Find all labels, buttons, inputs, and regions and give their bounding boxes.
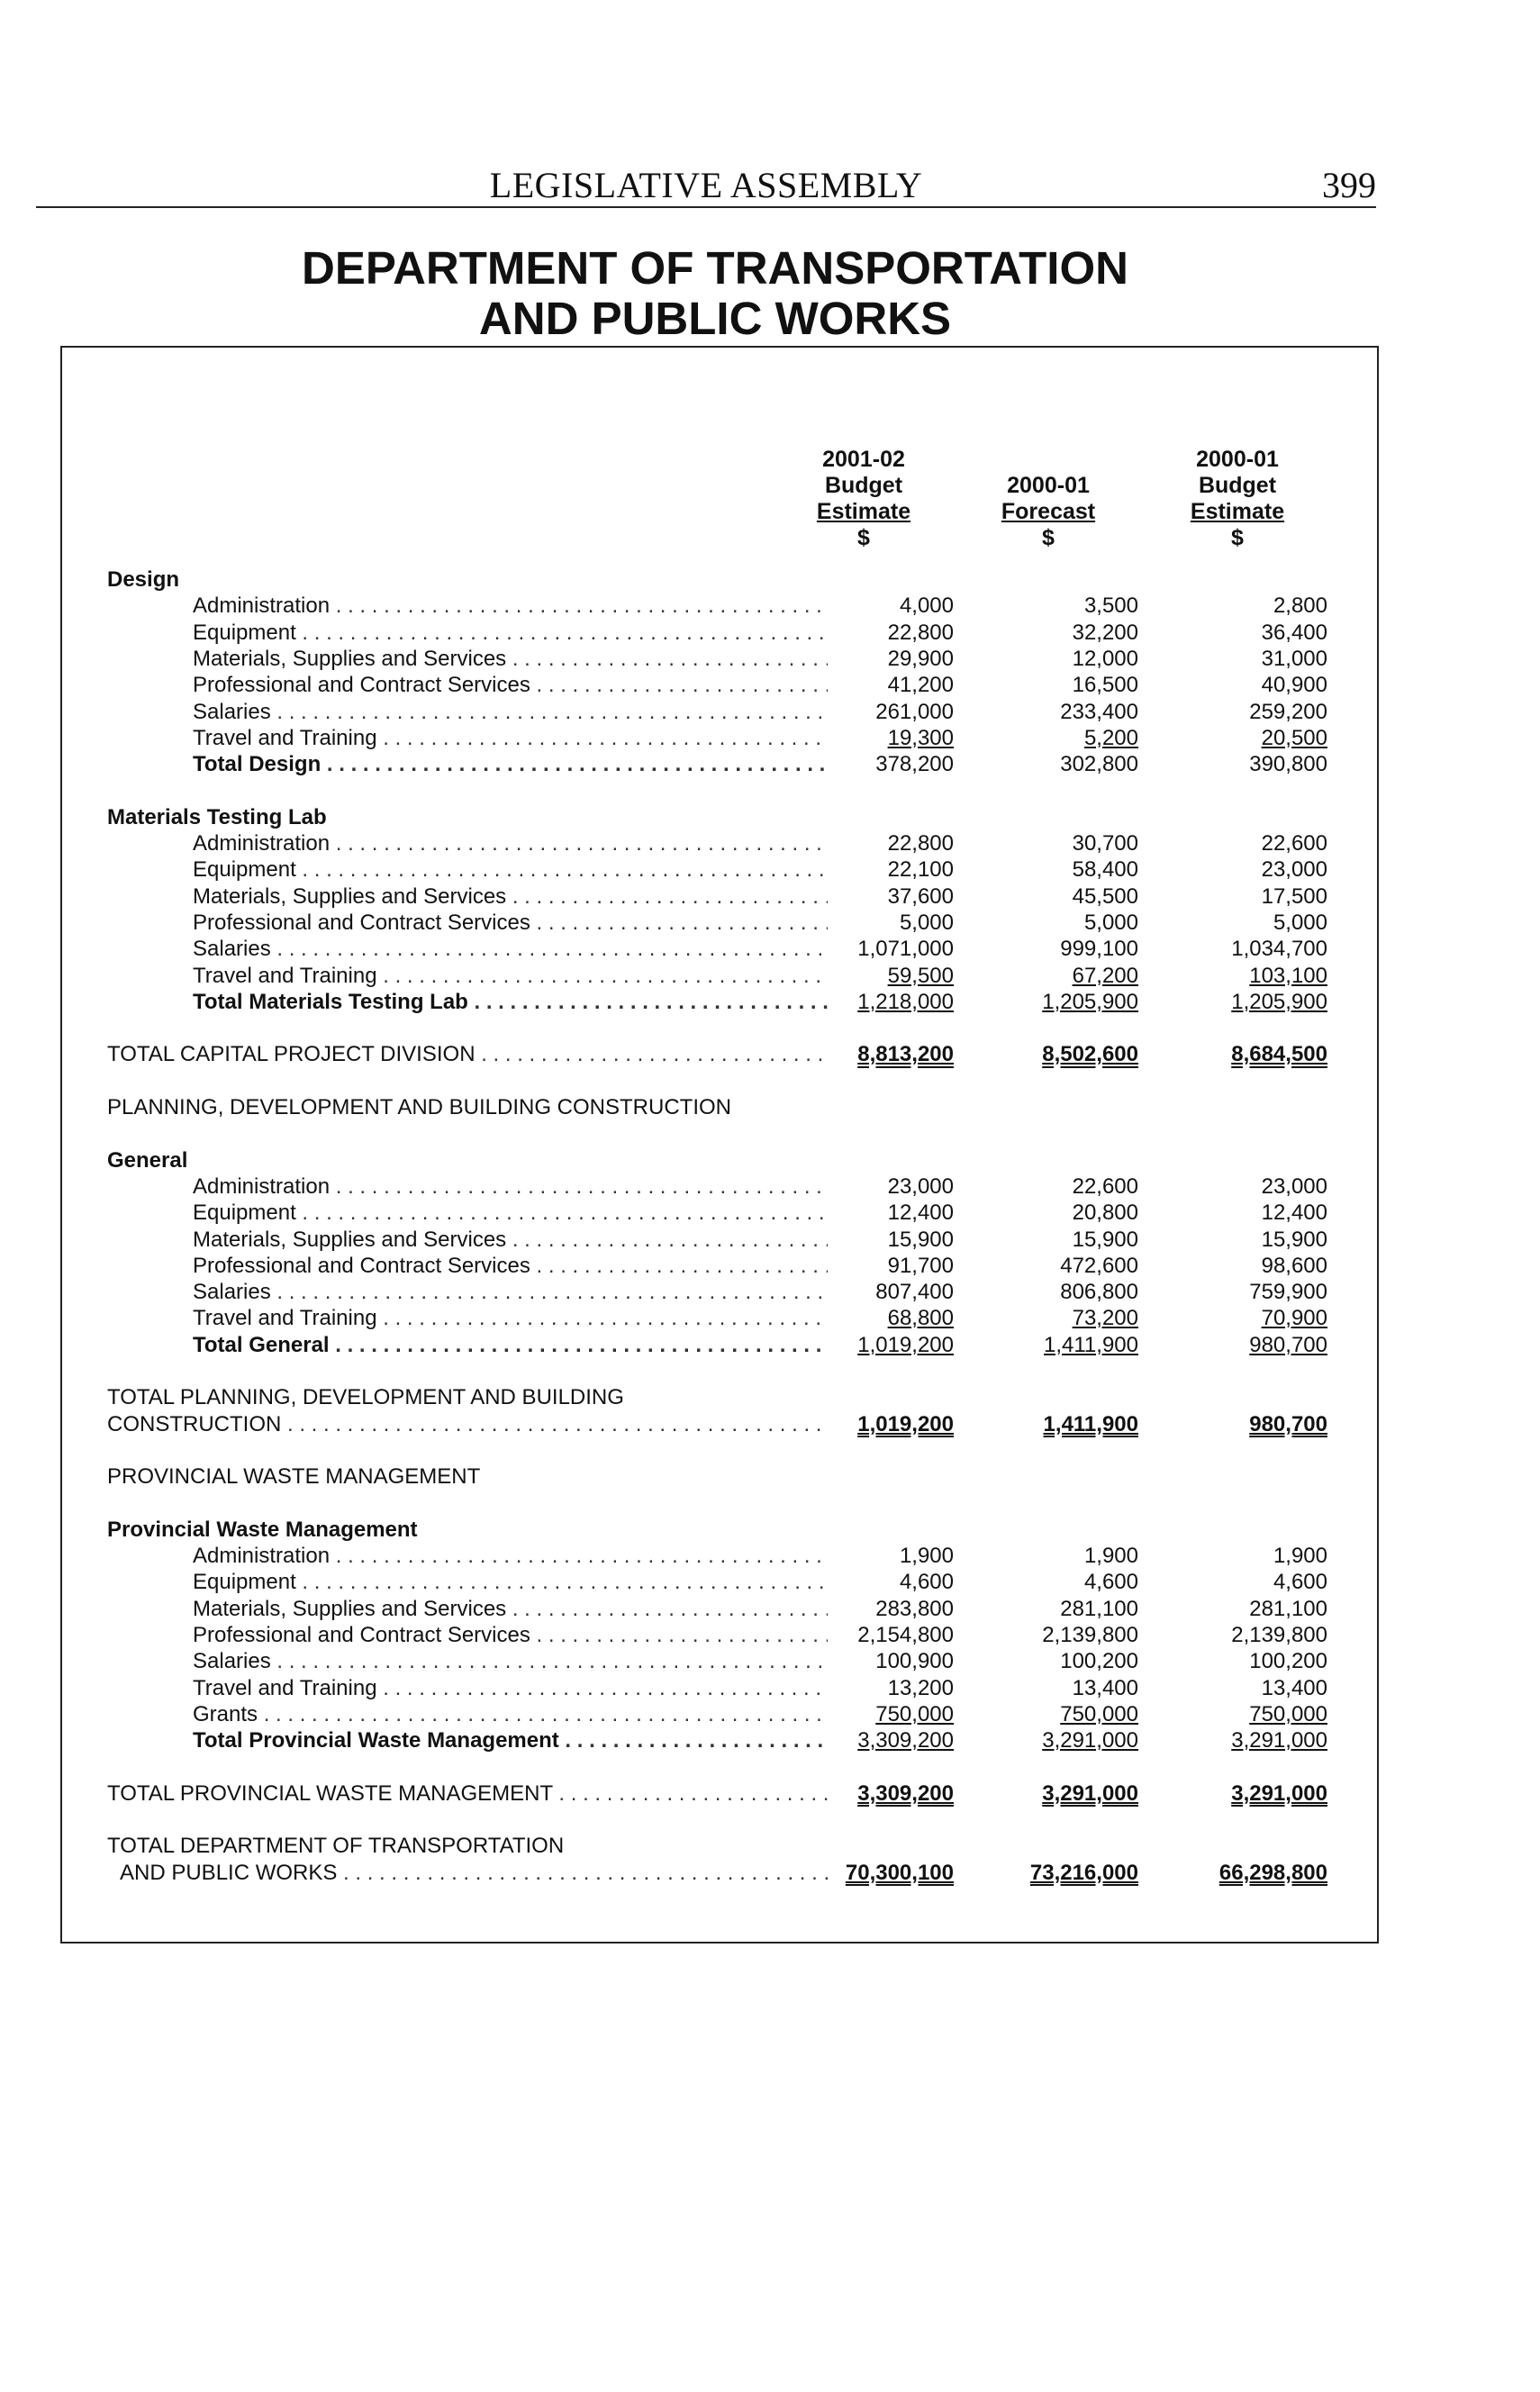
row-value: 3,291,000: [1042, 1780, 1138, 1806]
row-value: 999,100: [1060, 937, 1138, 962]
table-row: [62, 1648, 1381, 1674]
column-header-line1: [958, 447, 1138, 473]
row-value: 20,500: [1261, 725, 1327, 750]
table-row: [62, 1622, 1381, 1648]
row-value: 759,900: [1249, 1280, 1327, 1305]
column-header-unit: $: [857, 525, 870, 550]
table-row: [62, 593, 1381, 619]
row-value: 3,500: [1083, 593, 1138, 619]
row-label: Professional and Contract Services . . .: [193, 1622, 828, 1648]
row-label: Total Design . . .: [193, 751, 828, 777]
page-header: [36, 165, 1376, 208]
row-value: 13,400: [1072, 1675, 1138, 1700]
table-row: [62, 1384, 1381, 1410]
table-row: [62, 936, 1381, 962]
row-value: 378,200: [875, 752, 954, 777]
row-value: 1,019,200: [857, 1411, 954, 1436]
row-value: 70,900: [1261, 1306, 1327, 1331]
column-header-line2: 2000-01: [1007, 473, 1090, 498]
table-row: [62, 1068, 1381, 1094]
row-label: CONSTRUCTION . . .: [107, 1411, 828, 1437]
row-value: 58,400: [1072, 857, 1138, 883]
table-row: [62, 963, 1381, 989]
row-value: 3,291,000: [1231, 1728, 1327, 1753]
row-label: Professional and Contract Services . . .: [193, 910, 828, 936]
row-label: Salaries . . .: [193, 936, 828, 962]
row-label: TOTAL PROVINCIAL WASTE MANAGEMENT . . .: [107, 1780, 828, 1807]
row-label: Materials, Supplies and Services . . .: [193, 1227, 828, 1253]
row-label: Materials, Supplies and Services . . .: [193, 883, 828, 910]
department-title-line1: DEPARTMENT OF TRANSPORTATION: [302, 242, 1128, 294]
row-value: 1,900: [899, 1544, 954, 1569]
row-label: Design: [107, 567, 180, 592]
table-row: [62, 1173, 1381, 1200]
row-label: Travel and Training . . .: [193, 963, 828, 989]
table-row: [62, 1253, 1381, 1279]
table-row: [62, 1015, 1381, 1041]
table-row: [62, 566, 1381, 593]
table-row: [62, 1807, 1381, 1833]
row-label: Equipment . . .: [193, 1200, 828, 1226]
row-value: 3,309,200: [857, 1728, 954, 1753]
row-value: 37,600: [887, 883, 954, 909]
row-value: 3,309,200: [857, 1780, 954, 1806]
row-value: 22,800: [887, 831, 954, 856]
row-value: 100,200: [1060, 1649, 1138, 1674]
table-row: [62, 883, 1381, 910]
row-value: 22,100: [887, 857, 954, 883]
table-row: [62, 1200, 1381, 1226]
row-value: 750,000: [1249, 1701, 1327, 1726]
row-value: 980,700: [1249, 1411, 1327, 1436]
table-row: [62, 620, 1381, 646]
row-value: 29,900: [887, 646, 954, 671]
row-value: 2,139,800: [1231, 1623, 1327, 1647]
row-value: 12,400: [887, 1201, 954, 1226]
row-value: 806,800: [1060, 1280, 1138, 1305]
row-value: 5,200: [1083, 725, 1138, 750]
row-label: Salaries . . .: [193, 699, 828, 725]
table-row: [62, 1596, 1381, 1622]
table-row: [62, 1833, 1381, 1859]
table-row: [62, 1517, 1381, 1543]
department-title: [0, 243, 1430, 344]
table-row: [62, 1463, 1381, 1490]
table-row: [62, 1094, 1381, 1120]
row-value: 23,000: [1261, 857, 1327, 883]
row-value: 12,400: [1261, 1201, 1327, 1226]
row-value: 103,100: [1249, 963, 1327, 988]
column-header-line3: Forecast: [1001, 499, 1096, 524]
row-value: 67,200: [1072, 963, 1138, 988]
column-header-line2: Budget: [824, 473, 903, 498]
row-label: PROVINCIAL WASTE MANAGEMENT: [107, 1464, 481, 1490]
row-value: 15,900: [887, 1227, 954, 1252]
row-value: 261,000: [875, 699, 954, 724]
row-value: 100,200: [1249, 1649, 1327, 1674]
row-value: 5,000: [1083, 910, 1138, 935]
row-label: Total Provincial Waste Management . . .: [193, 1727, 828, 1753]
column-header: [1147, 447, 1327, 551]
row-value: 15,900: [1261, 1227, 1327, 1252]
row-value: 1,071,000: [857, 937, 954, 962]
row-value: 22,600: [1072, 1173, 1138, 1199]
table-row: [62, 1860, 1381, 1886]
table-row: [62, 1780, 1381, 1807]
column-header-line3: Estimate: [816, 499, 911, 524]
table-row: [62, 856, 1381, 883]
table-row: [62, 1279, 1381, 1305]
row-label: Travel and Training . . .: [193, 1305, 828, 1331]
budget-table: [60, 346, 1379, 1944]
row-label: Professional and Contract Services . . .: [193, 1253, 828, 1279]
row-label: General: [107, 1147, 188, 1173]
row-label: AND PUBLIC WORKS . . .: [120, 1860, 828, 1886]
row-value: 36,400: [1261, 620, 1327, 645]
row-value: 1,411,900: [1044, 1332, 1138, 1357]
table-row: [62, 1227, 1381, 1253]
row-value: 73,200: [1072, 1306, 1138, 1331]
row-value: 73,216,000: [1029, 1860, 1138, 1885]
row-value: 15,900: [1072, 1227, 1138, 1252]
column-header: [958, 447, 1138, 551]
row-value: 259,200: [1249, 699, 1327, 724]
row-value: 20,800: [1072, 1201, 1138, 1226]
row-value: 98,600: [1261, 1253, 1327, 1278]
row-label: Equipment . . .: [193, 620, 828, 646]
row-value: 19,300: [887, 725, 954, 750]
column-header: [774, 447, 954, 551]
table-row: [62, 1701, 1381, 1727]
row-label: TOTAL CAPITAL PROJECT DIVISION . . .: [107, 1041, 828, 1067]
row-value: 8,502,600: [1042, 1042, 1138, 1067]
row-label: Salaries . . .: [193, 1279, 828, 1305]
row-label: Equipment . . .: [193, 1569, 828, 1595]
row-label: Equipment . . .: [193, 856, 828, 883]
row-value: 1,019,200: [857, 1332, 954, 1357]
row-value: 1,205,900: [1042, 989, 1138, 1014]
row-value: 68,800: [887, 1306, 954, 1331]
table-row: [62, 699, 1381, 725]
table-row: [62, 1120, 1381, 1146]
table-row: [62, 1490, 1381, 1517]
table-row: [62, 1358, 1381, 1384]
row-label: Grants . . .: [193, 1701, 828, 1727]
row-value: 13,200: [887, 1675, 954, 1700]
row-label: Total Materials Testing Lab . . .: [193, 989, 828, 1015]
row-value: 4,600: [1273, 1570, 1327, 1595]
row-value: 100,900: [875, 1649, 954, 1674]
row-label: Salaries . . .: [193, 1648, 828, 1674]
table-row: [62, 989, 1381, 1015]
row-value: 1,900: [1083, 1544, 1138, 1569]
row-value: 22,600: [1261, 831, 1327, 856]
row-value: 5,000: [1273, 910, 1327, 935]
row-value: 70,300,100: [845, 1860, 954, 1885]
table-row: [62, 804, 1381, 830]
table-row: [62, 1041, 1381, 1067]
table-row: [62, 1332, 1381, 1358]
row-value: 281,100: [1249, 1596, 1327, 1621]
row-value: 2,800: [1273, 593, 1327, 619]
row-value: 233,400: [1060, 699, 1138, 724]
row-label: Administration . . .: [193, 830, 828, 856]
row-value: 4,600: [1083, 1570, 1138, 1595]
table-row: [62, 1147, 1381, 1173]
row-label: TOTAL DEPARTMENT OF TRANSPORTATION: [107, 1834, 565, 1859]
row-value: 750,000: [1060, 1701, 1138, 1726]
row-value: 8,813,200: [857, 1042, 954, 1067]
table-row: [62, 646, 1381, 672]
table-row: [62, 1543, 1381, 1569]
row-value: 22,800: [887, 620, 954, 645]
column-header-line3: Estimate: [1190, 499, 1285, 524]
row-value: 59,500: [887, 963, 954, 988]
row-value: 45,500: [1072, 883, 1138, 909]
row-value: 1,218,000: [857, 989, 954, 1014]
row-label: Provincial Waste Management: [107, 1517, 418, 1542]
row-label: PLANNING, DEVELOPMENT AND BUILDING CONSTRUCTION: [107, 1095, 731, 1119]
row-value: 8,684,500: [1231, 1042, 1327, 1067]
row-value: 302,800: [1060, 752, 1138, 777]
row-label: Administration . . .: [193, 1543, 828, 1569]
row-value: 750,000: [875, 1701, 954, 1726]
column-header-line1: 2000-01: [1196, 447, 1279, 472]
row-value: 23,000: [1261, 1173, 1327, 1199]
row-value: 1,205,900: [1231, 989, 1327, 1014]
row-value: 4,000: [899, 593, 954, 619]
page-number: 399: [1322, 165, 1376, 205]
row-value: 4,600: [899, 1570, 954, 1595]
table-row: [62, 1305, 1381, 1331]
row-value: 283,800: [875, 1596, 954, 1621]
running-head: LEGISLATIVE ASSEMBLY: [489, 165, 923, 205]
row-value: 281,100: [1060, 1596, 1138, 1621]
row-value: 1,411,900: [1043, 1411, 1138, 1436]
row-value: 5,000: [899, 910, 954, 935]
table-row: [62, 777, 1381, 803]
row-value: 17,500: [1261, 883, 1327, 909]
row-value: 12,000: [1072, 646, 1138, 671]
row-label: Administration . . .: [193, 593, 828, 619]
table-row: [62, 1411, 1381, 1437]
row-value: 32,200: [1072, 620, 1138, 645]
row-value: 40,900: [1261, 673, 1327, 698]
row-value: 472,600: [1060, 1253, 1138, 1278]
row-label: Materials Testing Lab: [107, 804, 327, 829]
row-label: TOTAL PLANNING, DEVELOPMENT AND BUILDING: [107, 1385, 624, 1410]
table-row: [62, 830, 1381, 856]
table-row: [62, 1569, 1381, 1595]
row-value: 980,700: [1249, 1332, 1327, 1357]
row-value: 16,500: [1072, 673, 1138, 698]
row-value: 91,700: [887, 1253, 954, 1278]
row-value: 13,400: [1261, 1675, 1327, 1700]
table-row: [62, 725, 1381, 751]
row-label: Professional and Contract Services . . .: [193, 672, 828, 698]
table-row: [62, 751, 1381, 777]
table-row: [62, 1675, 1381, 1701]
row-value: 1,900: [1273, 1544, 1327, 1569]
row-value: 23,000: [887, 1173, 954, 1199]
table-row: [62, 910, 1381, 936]
row-value: 31,000: [1261, 646, 1327, 671]
row-value: 2,154,800: [857, 1623, 954, 1647]
column-header-unit: $: [1042, 525, 1055, 550]
column-header-unit: $: [1231, 525, 1244, 550]
row-label: Materials, Supplies and Services . . .: [193, 646, 828, 672]
row-label: Administration . . .: [193, 1173, 828, 1200]
table-row: [62, 1727, 1381, 1753]
row-value: 41,200: [887, 673, 954, 698]
row-value: 66,298,800: [1218, 1860, 1327, 1885]
row-value: 30,700: [1072, 831, 1138, 856]
row-value: 3,291,000: [1231, 1780, 1327, 1806]
column-header-line2: Budget: [1198, 473, 1277, 498]
row-value: 3,291,000: [1042, 1728, 1138, 1753]
department-title-line2: AND PUBLIC WORKS: [478, 293, 952, 344]
row-label: Travel and Training . . .: [193, 1675, 828, 1701]
row-value: 390,800: [1249, 752, 1327, 777]
row-label: Travel and Training . . .: [193, 725, 828, 751]
row-value: 2,139,800: [1042, 1623, 1138, 1647]
table-row: [62, 672, 1381, 698]
row-label: Materials, Supplies and Services . . .: [193, 1596, 828, 1622]
row-value: 807,400: [875, 1280, 954, 1305]
row-value: 1,034,700: [1231, 937, 1327, 962]
table-row: [62, 1754, 1381, 1780]
row-label: Total General . . .: [193, 1332, 828, 1358]
table-row: [62, 1437, 1381, 1463]
column-header-line1: 2001-02: [822, 447, 905, 472]
